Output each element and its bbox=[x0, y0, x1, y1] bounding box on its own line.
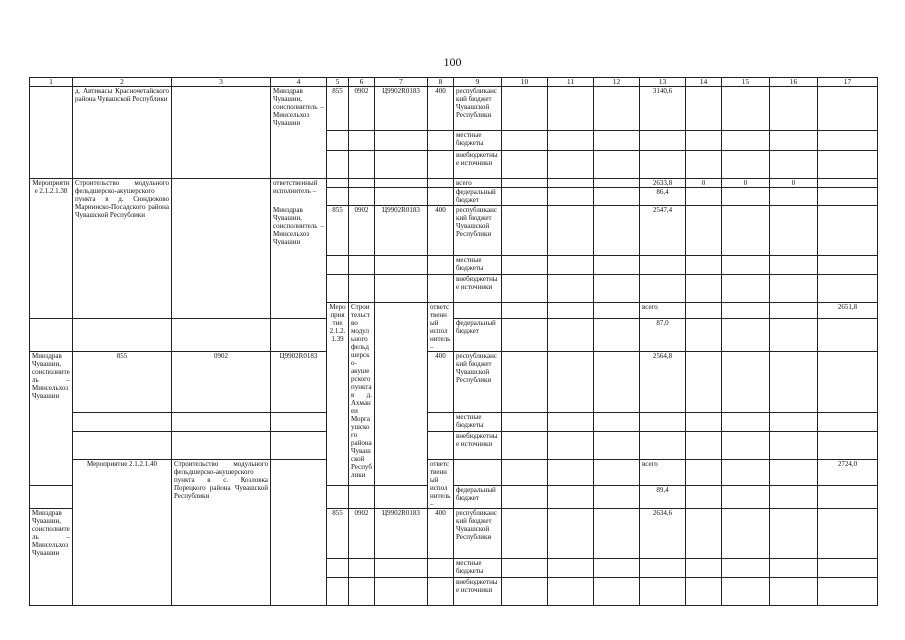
source-cell: внебюджетные источники bbox=[454, 151, 502, 179]
col-header: 3 bbox=[172, 78, 271, 87]
code-cell: 400 bbox=[428, 352, 454, 413]
source-cell: федеральный бюджет bbox=[454, 319, 502, 352]
code-cell: 0902 bbox=[349, 87, 375, 131]
measure-name: д. Автикасы Красночетайского района Чувашской Республики bbox=[73, 87, 172, 179]
page-number: 100 bbox=[443, 55, 462, 69]
value-cell: 87,0 bbox=[640, 319, 686, 352]
measure-id: Мероприятие 2.1.2.1.40 bbox=[73, 460, 172, 606]
table-row bbox=[30, 87, 878, 131]
measure-id: Мероприятие 2.1.2.1.38 bbox=[30, 179, 73, 319]
code-cell: 400 bbox=[428, 206, 454, 256]
source-cell: всего bbox=[640, 303, 686, 319]
table-row bbox=[30, 460, 878, 486]
col-header: 9 bbox=[454, 78, 502, 87]
empty-cell bbox=[375, 303, 428, 486]
code-cell: Ц9902R0183 bbox=[375, 509, 428, 559]
source-cell: федеральный бюджет bbox=[454, 188, 502, 206]
value-cell: 89,4 bbox=[640, 485, 686, 508]
value-cell: 2651,8 bbox=[818, 303, 878, 319]
empty-cell bbox=[271, 460, 327, 606]
col-header: 4 bbox=[271, 78, 327, 87]
col-header: 12 bbox=[594, 78, 640, 87]
value-cell: 86,4 bbox=[640, 188, 686, 206]
col-header: 7 bbox=[375, 78, 428, 87]
col-header: 6 bbox=[349, 78, 375, 87]
col-header: 13 bbox=[640, 78, 686, 87]
value-cell: 3140,6 bbox=[640, 87, 686, 131]
table-row bbox=[30, 413, 878, 432]
code-cell: 855 bbox=[327, 509, 349, 559]
responsible-cell: Минздрав Чувашии, соисполнитель – Минсельхоз Чувашии bbox=[30, 352, 73, 486]
col-header: 1 bbox=[30, 78, 73, 87]
col-header: 15 bbox=[722, 78, 770, 87]
code-cell: 0902 bbox=[172, 352, 271, 413]
col-header: 11 bbox=[548, 78, 594, 87]
measure-id-cell bbox=[30, 87, 73, 179]
measure-name: Строительство модульного фельдшерско-акушерского пункта в д. Сюндюково Мариинско-Посадского района Чувашской Республики bbox=[73, 179, 172, 319]
source-cell: республиканский бюджет Чувашской Республики bbox=[454, 87, 502, 131]
source-cell: республиканский бюджет Чувашской Республики bbox=[454, 509, 502, 559]
code-cell: 855 bbox=[327, 206, 349, 256]
code-cell: 0902 bbox=[349, 509, 375, 559]
code-cell: 400 bbox=[428, 87, 454, 131]
value-cell: 0 bbox=[686, 179, 722, 188]
column-numbers-row bbox=[30, 78, 878, 87]
source-cell: всего bbox=[454, 179, 502, 188]
source-cell: местные бюджеты bbox=[454, 256, 502, 275]
value-cell: 2547,4 bbox=[640, 206, 686, 256]
code-cell: Ц9902R0183 bbox=[271, 352, 327, 413]
measure-name: Строительство модульного фельдшерско-акушерского пункта в с. Козловка Порецкого района Чувашской Республики bbox=[172, 460, 271, 606]
empty-cell bbox=[172, 87, 271, 179]
source-cell: внебюджетные источники bbox=[454, 432, 502, 460]
responsible-cell: Минздрав Чувашии, соисполнитель – Минсельхоз Чувашии bbox=[271, 87, 327, 179]
table-row bbox=[30, 179, 878, 188]
code-cell: 855 bbox=[73, 352, 172, 413]
table-row bbox=[30, 319, 878, 352]
col-header: 16 bbox=[770, 78, 818, 87]
col-header: 8 bbox=[428, 78, 454, 87]
value-cell: 0 bbox=[770, 179, 818, 188]
source-cell: местные бюджеты bbox=[454, 131, 502, 151]
value-cell: 2634,6 bbox=[640, 509, 686, 559]
source-cell: внебюджетные источники bbox=[454, 275, 502, 303]
col-header: 5 bbox=[327, 78, 349, 87]
value-cell: 2633,8 bbox=[640, 179, 686, 188]
code-cell: Ц9902R0183 bbox=[375, 206, 428, 256]
value-cell: 2724,0 bbox=[818, 460, 878, 486]
code-cell: 855 bbox=[327, 87, 349, 131]
responsible-top: ответственный исполнитель – bbox=[271, 179, 327, 206]
source-cell: республиканский бюджет Чувашской Республики bbox=[454, 206, 502, 256]
source-cell: всего bbox=[640, 460, 686, 486]
col-header: 10 bbox=[502, 78, 548, 87]
value-cell: 2564,8 bbox=[640, 352, 686, 413]
code-cell: Ц9902R0183 bbox=[375, 87, 428, 131]
responsible-top: ответственный исполнитель – bbox=[428, 303, 454, 352]
source-cell: федеральный бюджет bbox=[454, 485, 502, 508]
table-row bbox=[30, 432, 878, 460]
empty-cell bbox=[172, 179, 271, 319]
source-cell: местные бюджеты bbox=[454, 413, 502, 432]
col-header: 17 bbox=[818, 78, 878, 87]
budget-table bbox=[29, 77, 878, 606]
value-cell: 0 bbox=[722, 179, 770, 188]
code-cell: 400 bbox=[428, 509, 454, 559]
source-cell: внебюджетные источники bbox=[454, 578, 502, 606]
responsible-cell: Минздрав Чувашии, соисполнитель – Минсельхоз Чувашии bbox=[271, 206, 327, 319]
measure-name: Строительство модульного фельдшерско-акушерского пункта в д. Ахманеи Моргаушского района Чувашской Республики bbox=[349, 303, 375, 486]
source-cell: республиканский бюджет Чувашской Республики bbox=[454, 352, 502, 413]
col-header: 2 bbox=[73, 78, 172, 87]
responsible-top: ответственный исполнитель – bbox=[428, 460, 454, 509]
measure-id: Мероприятие 2.1.2.1.39 bbox=[327, 303, 349, 486]
table-row bbox=[30, 352, 878, 413]
source-cell: местные бюджеты bbox=[454, 559, 502, 578]
col-header: 14 bbox=[686, 78, 722, 87]
responsible-cell: Минздрав Чувашии, соисполнитель – Минсельхоз Чувашии bbox=[30, 509, 73, 606]
code-cell: 0902 bbox=[349, 206, 375, 256]
